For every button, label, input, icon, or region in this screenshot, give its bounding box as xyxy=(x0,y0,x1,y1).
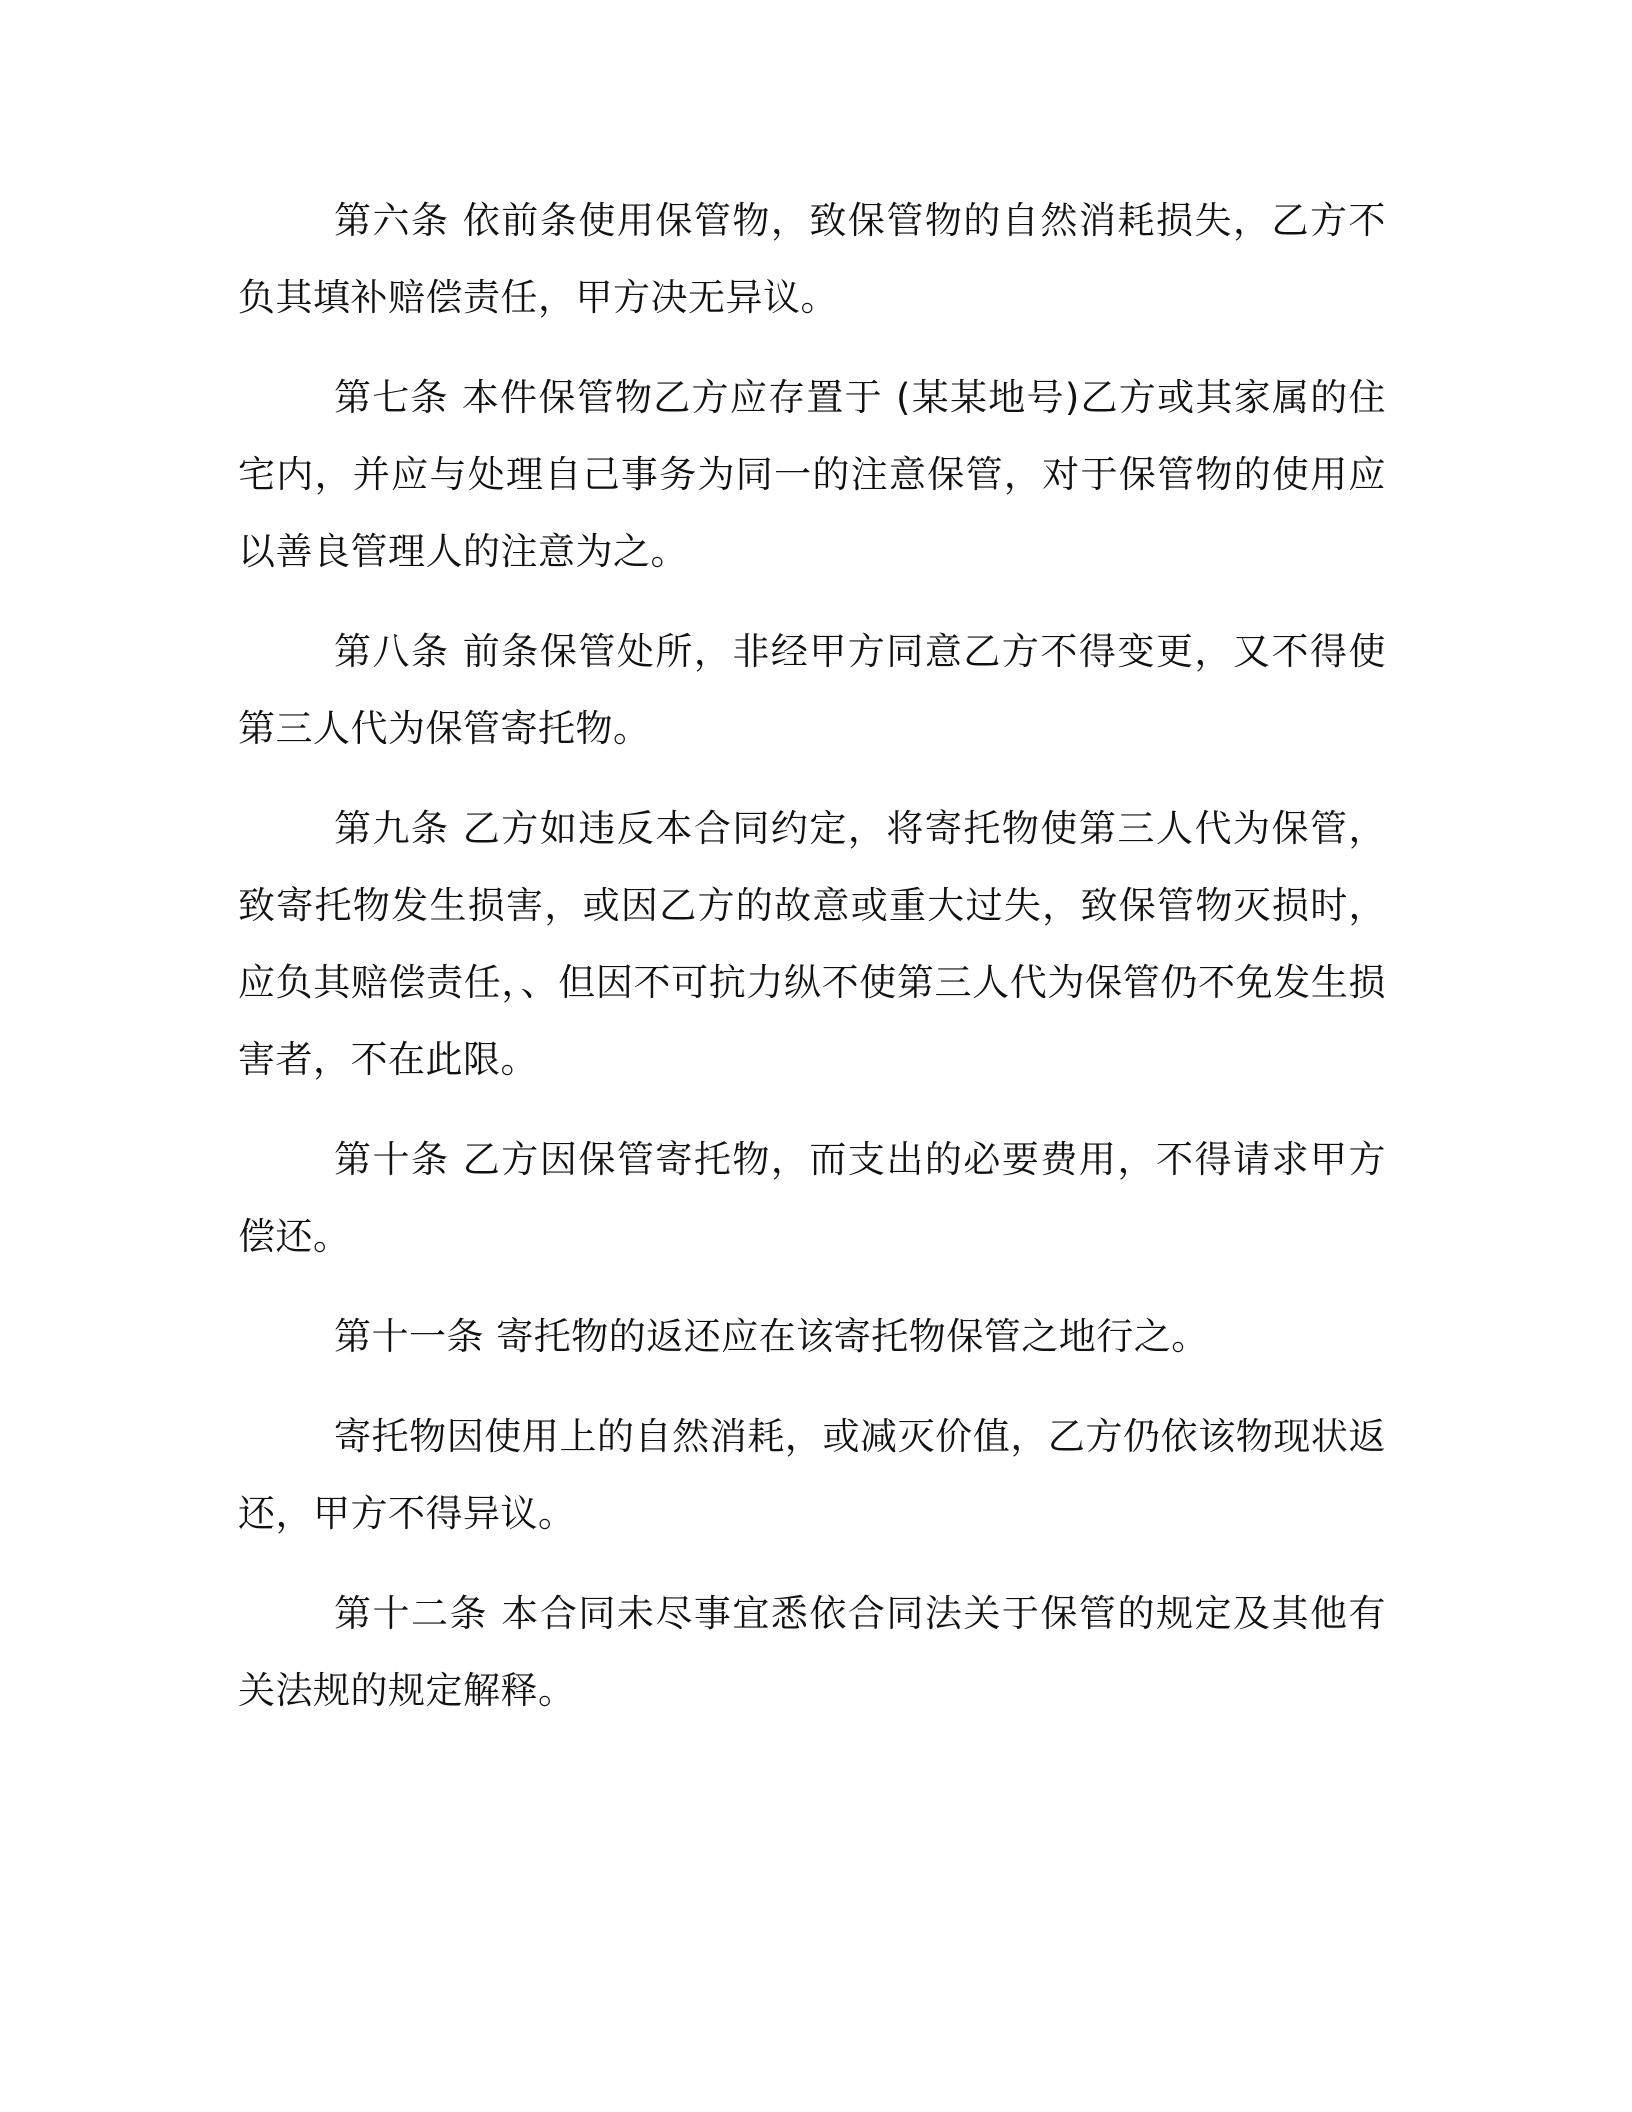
paragraph-article-11: 第十一条 寄托物的返还应在该寄托物保管之地行之。 xyxy=(334,1315,1209,1358)
document-body xyxy=(238,182,1386,1752)
paragraph-article-10: 第十条 乙方因保管寄托物，而支出的必要费用，不得请求甲方偿还。 xyxy=(238,1138,1386,1258)
paragraph-article-8: 第八条 前条保管处所，非经甲方同意乙方不得变更，又不得使第三人代为保管寄托物。 xyxy=(238,630,1386,750)
paragraph-article-11-continued: 寄托物因使用上的自然消耗，或减灭价值，乙方仍依该物现状返还，甲方不得异议。 xyxy=(238,1415,1386,1535)
paragraph-article-9: 第九条 乙方如违反本合同约定，将寄托物使第三人代为保管，致寄托物发生损害，或因乙方的故意或重大过失，致保管物灭损时，应负其赔偿责任，、但因不可抗力纵不使第三人代为保管仍不免发生损害者，不在此限。 xyxy=(238,807,1386,1081)
paragraph-article-7: 第七条 本件保管物乙方应存置于 (某某地号)乙方或其家属的住宅内，并应与处理自己事务为同一的注意保管，对于保管物的使用应以善良管理人的注意为之。 xyxy=(238,376,1386,573)
paragraph-article-12: 第十二条 本合同未尽事宜悉依合同法关于保管的规定及其他有关法规的规定解释。 xyxy=(238,1592,1386,1712)
paragraph-article-6: 第六条 依前条使用保管物，致保管物的自然消耗损失，乙方不负其填补赔偿责任，甲方决无异议。 xyxy=(238,199,1386,319)
